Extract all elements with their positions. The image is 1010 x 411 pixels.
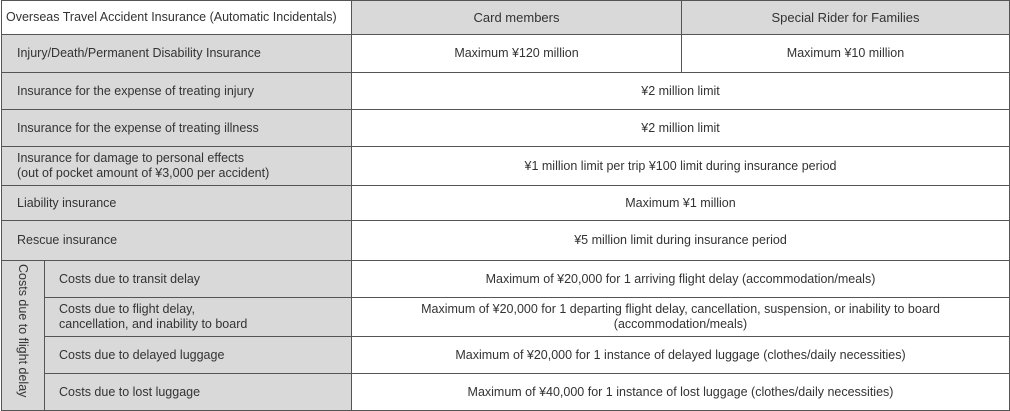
row-value: Maximum ¥1 million xyxy=(352,186,1010,221)
row-label: Liability insurance xyxy=(2,186,352,221)
insurance-table xyxy=(1,0,1010,411)
table-row xyxy=(2,73,1010,110)
sub-row-label: Costs due to transit delay xyxy=(45,261,352,298)
row-value: ¥2 million limit xyxy=(352,73,1010,110)
row-label: Injury/Death/Permanent Disability Insurance xyxy=(2,35,352,73)
sub-row-label xyxy=(45,298,352,337)
table-row xyxy=(2,374,1010,411)
sub-row-value xyxy=(352,298,1010,337)
table-row xyxy=(2,221,1010,261)
row-value: ¥2 million limit xyxy=(352,110,1010,147)
card-member-value: Maximum ¥120 million xyxy=(352,35,682,73)
flight-delay-group-label xyxy=(2,261,45,411)
flight-delay-group-text: Costs due to flight delay xyxy=(16,264,30,398)
sub-row-value: Maximum of ¥40,000 for 1 instance of lost luggage (clothes/daily necessities) xyxy=(352,374,1010,411)
sub-row-value: Maximum of ¥20,000 for 1 arriving flight delay (accommodation/meals) xyxy=(352,261,1010,298)
row-value: ¥5 million limit during insurance period xyxy=(352,221,1010,261)
sub-row-value: Maximum of ¥20,000 for 1 instance of delayed luggage (clothes/daily necessities) xyxy=(352,337,1010,374)
table-row xyxy=(2,110,1010,147)
row-label: Insurance for the expense of treating illness xyxy=(2,110,352,147)
sub-row-value-line-2: (accommodation/meals) xyxy=(613,317,748,331)
sub-row-label-line-1: Costs due to flight delay, xyxy=(59,302,195,316)
table-row xyxy=(2,35,1010,73)
sub-row-label-line-2: cancellation, and inability to board xyxy=(59,317,248,331)
table-row xyxy=(2,298,1010,337)
table-row xyxy=(2,186,1010,221)
row-label-line-2: (out of pocket amount of ¥3,000 per accident) xyxy=(17,166,270,180)
sub-row-label: Costs due to delayed luggage xyxy=(45,337,352,374)
column-header-family-rider: Special Rider for Families xyxy=(682,1,1010,35)
table-row xyxy=(2,337,1010,374)
row-label-line-1: Insurance for damage to personal effects xyxy=(17,151,244,165)
table-row xyxy=(2,147,1010,186)
table-row xyxy=(2,261,1010,298)
header-row xyxy=(2,1,1010,35)
column-header-card-members: Card members xyxy=(352,1,682,35)
table-title: Overseas Travel Accident Insurance (Automatic Incidentals) xyxy=(2,1,352,35)
row-label xyxy=(2,147,352,186)
row-label: Rescue insurance xyxy=(2,221,352,261)
family-rider-value: Maximum ¥10 million xyxy=(682,35,1010,73)
row-value: ¥1 million limit per trip ¥100 limit during insurance period xyxy=(352,147,1010,186)
sub-row-label: Costs due to lost luggage xyxy=(45,374,352,411)
sub-row-value-line-1: Maximum of ¥20,000 for 1 departing flight delay, cancellation, suspension, or inability to board xyxy=(421,302,940,316)
row-label: Insurance for the expense of treating injury xyxy=(2,73,352,110)
